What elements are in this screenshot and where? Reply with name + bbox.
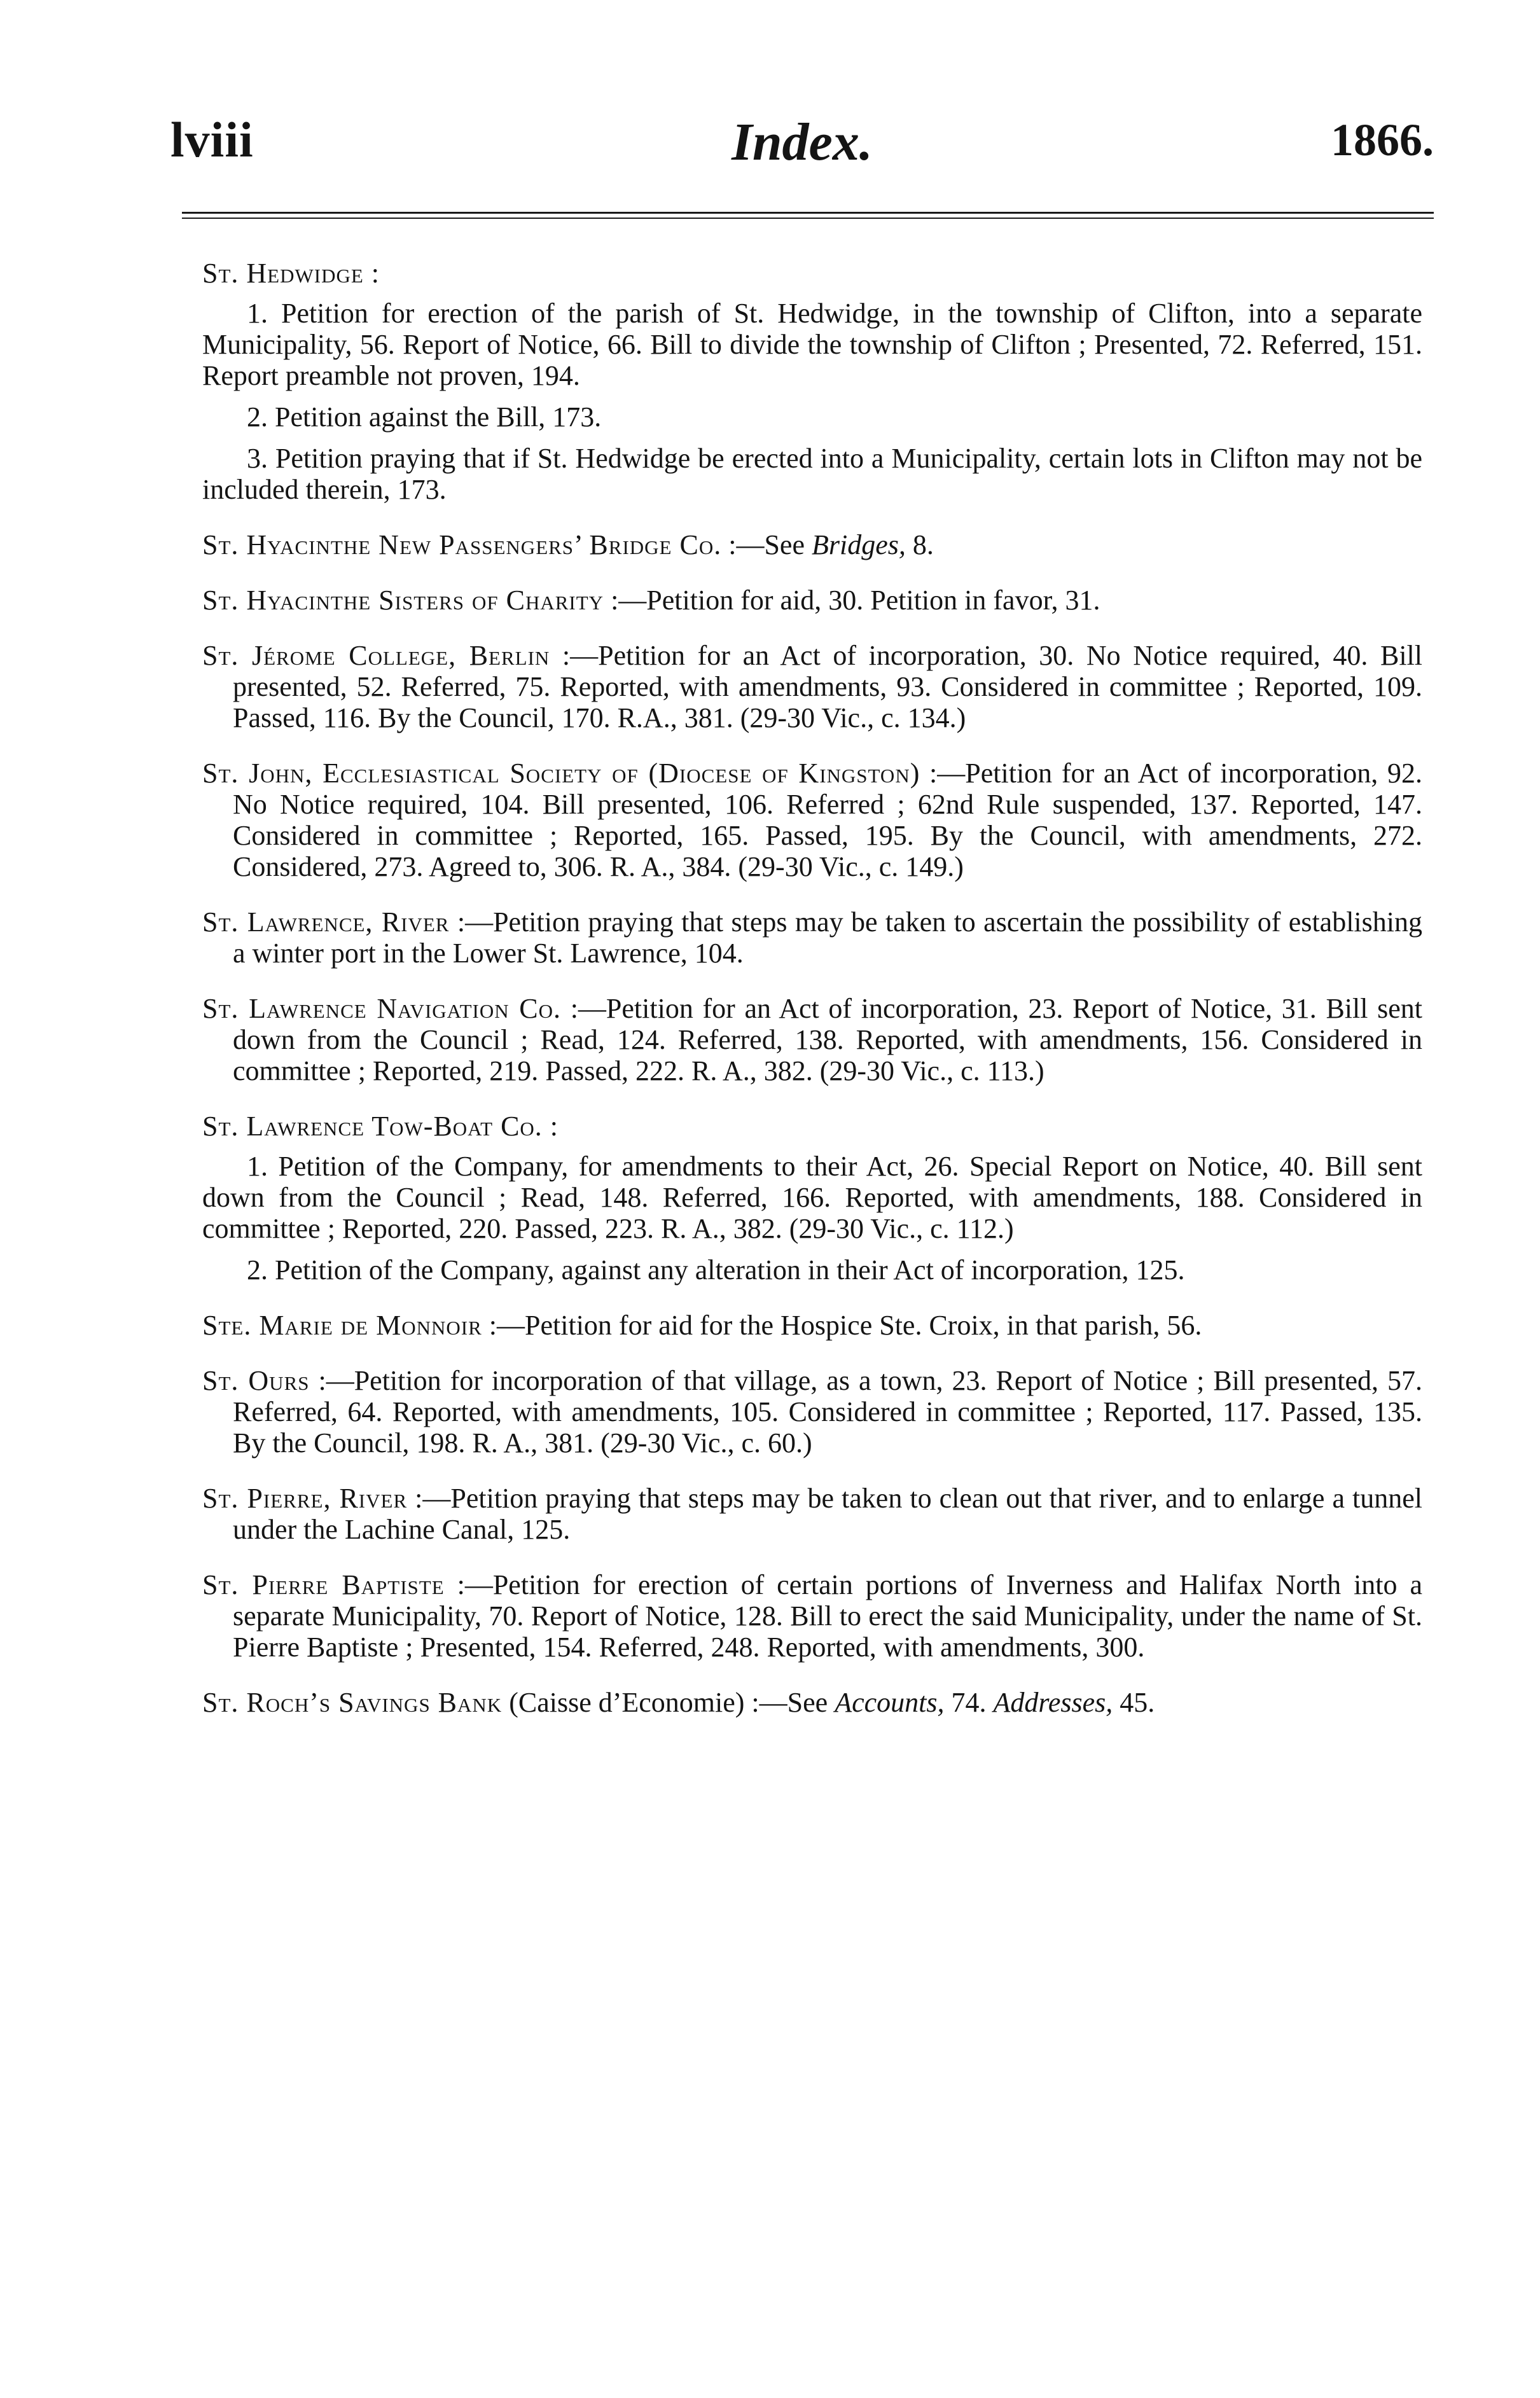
- entry-body: :—Petition for incorporation of that village, as a town, 23. Report of Notice ; Bill presented, 57. Referred, 64. Reported, with amendments, 105. Considered in committee ; Reported, 117. Passed, 135. By the Council, 198. R. A., 381. (29-30 Vic., c. 60.): [233, 1365, 1422, 1459]
- entry-st-hyacinthe-bridge: [202, 529, 1422, 560]
- entry-st-jerome-college: [202, 640, 1422, 733]
- entry-text: [202, 1365, 1422, 1459]
- page-title: Index.: [732, 113, 873, 172]
- entry-body: :—Petition for an Act of incorporation, 23. Report of Notice, 31. Bill sent down from the Council ; Read, 124. Referred, 138. Reported, with amendments, 156. Considered in committee ; Reported, 219. Passed, 222. R. A., 382. (29-30 Vic., c. 113.): [233, 993, 1423, 1086]
- entry-heading: St. Roch’s Savings Bank: [202, 1687, 503, 1718]
- page-year: 1866.: [1331, 114, 1434, 165]
- entry-heading: St. Lawrence Navigation Co.: [202, 993, 562, 1024]
- header-rule-top: [182, 212, 1434, 214]
- header-rule-bottom: [182, 218, 1434, 219]
- entry-text: [202, 993, 1422, 1086]
- entry-text: [202, 1687, 1422, 1718]
- entry-subitem: 2. Petition of the Company, against any alteration in their Act of incorporation, 125.: [247, 1254, 1185, 1286]
- entry-heading: Ste. Marie de Monnoir: [202, 1310, 482, 1341]
- entry-heading: St. Ours: [202, 1365, 310, 1396]
- entry-subitem: 2. Petition against the Bill, 173.: [247, 401, 602, 433]
- entry-st-pierre-river: [202, 1483, 1422, 1545]
- cross-reference: Accounts,: [835, 1687, 945, 1718]
- entry-body: :—Petition for erection of certain portions of Inverness and Halifax North into a separate Municipality, 70. Report of Notice, 128. Bill to erect the said Municipality, under the name of St. Pierre Baptiste ; Presented, 154. Referred, 248. Reported, with amendments, 300.: [233, 1569, 1422, 1663]
- entry-st-pierre-baptiste: [202, 1569, 1422, 1663]
- entry-heading: St. John, Ecclesiastical Society of (Diocese of Kingston): [202, 758, 920, 789]
- entry-heading: St. Hyacinthe New Passengers’ Bridge Co.: [202, 529, 722, 560]
- entry-ste-marie-de-monnoir: [202, 1310, 1422, 1341]
- index-entries: [202, 258, 1422, 1742]
- entry-heading: St. Hedwidge :: [202, 258, 380, 289]
- entry-text: [202, 906, 1422, 969]
- page-number: lviii: [170, 112, 254, 167]
- entry-heading: St. Lawrence, River: [202, 906, 450, 938]
- entry-body: :—Petition for an Act of incorporation, 92. No Notice required, 104. Bill presented, 106. Referred ; 62nd Rule suspended, 137. Reported, 147. Considered in committee ; Reported, 165. Passed, 195. By the Council, with amendments, 272. Considered, 273. Agreed to, 306. R. A., 384. (29-30 Vic., c. 149.): [233, 758, 1422, 882]
- entry-text: [202, 758, 1422, 882]
- entry-st-hedwidge: [202, 258, 1422, 505]
- entry-st-ours: [202, 1365, 1422, 1459]
- entry-body: :—Petition praying that steps may be taken to clean out that river, and to enlarge a tunnel under the Lachine Canal, 125.: [233, 1483, 1422, 1545]
- entry-body-tail: 8.: [905, 529, 934, 560]
- entry-body: :—Petition for aid, 30. Petition in favor, 31.: [604, 585, 1100, 616]
- entry-text: [202, 585, 1422, 616]
- page-header: [170, 111, 1434, 181]
- entry-st-lawrence-navigation: [202, 993, 1422, 1086]
- entry-text: [202, 1310, 1422, 1341]
- entry-heading: St. Pierre, River: [202, 1483, 408, 1514]
- entry-heading: St. Lawrence Tow-Boat Co. :: [202, 1111, 559, 1142]
- entry-heading: St. Jérome College, Berlin: [202, 640, 550, 671]
- entry-body: :—See: [721, 529, 812, 560]
- entry-st-lawrence-towboat: [202, 1111, 1422, 1286]
- entry-text: [202, 1483, 1422, 1545]
- entry-body: :—Petition for aid for the Hospice Ste. Croix, in that parish, 56.: [482, 1310, 1202, 1341]
- entry-st-hyacinthe-sisters: [202, 585, 1422, 616]
- entry-body: :—Petition for an Act of incorporation, 30. No Notice required, 40. Bill presented, 52. Referred, 75. Reported, with amendments, 93. Considered in committee ; Reported, 109. Passed, 116. By the Council, 170. R.A., 381. (29-30 Vic., c. 134.): [233, 640, 1422, 733]
- entry-heading: St. Pierre Baptiste: [202, 1569, 445, 1600]
- cross-reference: Addresses,: [993, 1687, 1113, 1718]
- entry-subitem: 3. Petition praying that if St. Hedwidge be erected into a Municipality, certain lots in Clifton may not be included therein, 173.: [202, 443, 1422, 505]
- entry-body: (Caisse d’Economie) :—See: [502, 1687, 835, 1718]
- entry-body-tail: 45.: [1113, 1687, 1155, 1718]
- entry-subitem: 1. Petition of the Company, for amendments to their Act, 26. Special Report on Notice, 40. Bill sent down from the Council ; Read, 148. Referred, 166. Reported, with amendments, 188. Considered in committee ; Reported, 220. Passed, 223. R. A., 382. (29-30 Vic., c. 112.): [202, 1151, 1422, 1244]
- cross-reference: Bridges,: [812, 529, 906, 560]
- entry-st-john: [202, 758, 1422, 882]
- entry-text: [202, 640, 1422, 733]
- entry-text: [202, 1569, 1422, 1663]
- entry-body: :—Petition praying that steps may be taken to ascertain the possibility of establishing a winter port in the Lower St. Lawrence, 104.: [233, 906, 1422, 969]
- entry-subitem: 1. Petition for erection of the parish of St. Hedwidge, in the township of Clifton, into a separate Municipality, 56. Report of Notice, 66. Bill to divide the township of Clifton ; Presented, 72. Referred, 151. Report preamble not proven, 194.: [202, 298, 1422, 391]
- entry-heading: St. Hyacinthe Sisters of Charity: [202, 585, 604, 616]
- entry-text: [202, 529, 1422, 560]
- entry-st-rochs-savings-bank: [202, 1687, 1422, 1718]
- entry-st-lawrence-river: [202, 906, 1422, 969]
- entry-body-tail: 74.: [944, 1687, 994, 1718]
